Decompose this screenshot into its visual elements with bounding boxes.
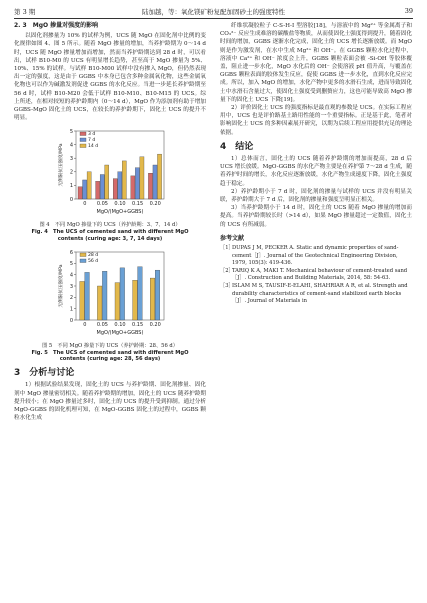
reference-index: ［2］ bbox=[220, 267, 234, 274]
bar bbox=[118, 172, 122, 199]
bar bbox=[131, 176, 135, 199]
y-tick-label: 3 bbox=[69, 156, 73, 163]
bar bbox=[157, 155, 161, 200]
x-tick-label: 0.05 bbox=[96, 321, 108, 328]
bar bbox=[148, 174, 152, 200]
bar bbox=[97, 286, 102, 320]
legend-swatch bbox=[80, 144, 86, 148]
section-4-heading: 4 结论 bbox=[220, 141, 254, 152]
figure-5-caption-en-2: contents (curing age: 28, 56 days) bbox=[59, 356, 161, 363]
bar bbox=[105, 165, 109, 199]
x-axis-label: MgO/(MgO+GGBS) bbox=[96, 209, 144, 216]
y-tick-label: 0 bbox=[69, 317, 73, 324]
bar bbox=[96, 182, 100, 200]
y-tick-label: 3 bbox=[69, 283, 73, 290]
figure-4-caption bbox=[14, 222, 206, 242]
y-tick-label: 5 bbox=[69, 260, 73, 267]
references-heading: 参考文献 bbox=[220, 234, 245, 242]
section-3-heading: 3 分析与讨论 bbox=[14, 368, 75, 379]
section-2-3-heading: 2. 3 MgO 掺量对强度的影响 bbox=[14, 22, 99, 29]
y-tick-label: 0 bbox=[69, 197, 73, 204]
x-tick-label: 0.05 bbox=[96, 201, 108, 208]
legend-swatch bbox=[80, 259, 86, 263]
figure-4-chart bbox=[14, 125, 206, 220]
x-tick-label: 0 bbox=[83, 321, 87, 328]
figure-5-caption-en-1: Fig. 5 The UCS of cemented sand with different MgO bbox=[31, 349, 189, 356]
reference-text: TARIQ K A, MAKI T. Mechanical behaviour of cement-treated sand［J］. Construction and Building Materials, 2014, 58: 54-63. bbox=[232, 267, 408, 282]
y-tick-label: 2 bbox=[69, 170, 73, 177]
x-axis-label: MgO/(MgO+GGBS) bbox=[96, 329, 144, 336]
y-tick-label: 1 bbox=[69, 183, 73, 190]
reference-2 bbox=[220, 268, 412, 283]
issue-label: 第 3 期 bbox=[14, 8, 36, 16]
x-tick-label: 0.15 bbox=[132, 201, 144, 208]
left-column bbox=[14, 22, 206, 422]
x-tick-label: 0.20 bbox=[149, 201, 161, 208]
legend-swatch bbox=[80, 132, 86, 136]
bar bbox=[150, 278, 155, 320]
mechanism-paragraph: 纤维状凝胶粒子 C-S-H-Ⅰ 型溶胶[18]，与溶液中的 Mg²⁺ 等金属离子和 CO₃²⁻ 反应生成难溶的碳酸盐等物质，从而使固化土强度得到提升，随着固化时间的增加，GGBS 逐渐水化完成，固化土的 UCS 增长逐渐放缓。而 MgO 则是作为激发剂，在水中生成 Mg²⁺ 和 OH⁻。在 GGBS 颗粒水化过程中，溶液中 Ca²⁺ 和 OH⁻ 浓度会上升，GGBS 颗粒表面会被 -Si-OH 等胶体覆盖，阻止进一步水化，MgO 水化后的 OH⁻ 会使溶液 pH 值升高，与覆盖在 GGBS 颗粒表面的胶体发生反应，促使 GGBS 进一步水化，直到水化反应完成。所以，加入 MgO 的增加，水化产物中更多的水滑石生成，进而导致固化土中水滑石含量过大，使固化土强度受到删赘应力，这也可能导致高 MgO 掺量下的固化土 UCS 下降[19]。 bbox=[220, 23, 412, 103]
legend-swatch bbox=[80, 138, 86, 142]
bar bbox=[113, 179, 117, 199]
figure-4-caption-cn: 图 4 不同 MgO 掺量下的 UCS（养护龄期：3、7、14 d） bbox=[39, 222, 181, 229]
ucs-index-paragraph: 2）评价固化土 UCS 的强度指标是最直观的参数是 UCS。在实际工程应用中，UCS 也是评价路基土路用性能的一个重要指标。正是基于此，笔者对影响固化土 UCS 的多种因素展开研究，以期为后续工程应用提供充足的理论依据。 bbox=[220, 105, 412, 136]
legend-entry: 3 d bbox=[88, 132, 96, 138]
bar bbox=[122, 161, 126, 199]
bar bbox=[155, 270, 160, 320]
legend-entry: 28 d bbox=[88, 252, 99, 258]
bar bbox=[83, 180, 87, 199]
figure-5-caption bbox=[14, 343, 206, 363]
legend-entry: 14 d bbox=[88, 144, 99, 150]
bar bbox=[140, 157, 144, 199]
figure-5 bbox=[14, 246, 206, 341]
reference-text: ISLAM M S, TAUSIF-E-ELAHI, SHAHRIAR A R, et al. Strength and durability characteristics of cement-sand stabilized earth blocks［J］. Journal of Materials in bbox=[232, 283, 408, 305]
section-3-paragraph: 1）根据试验结果发现，固化土的 UCS 与养护龄期、固化剂掺量、固化剂中 MgO 掺量密切相关。随着养护龄期的增加，固化土的 UCS 随养护龄期提升较小；在 MgO 掺量过多时，固化土的 UCS 的提升受到抑制。通过分析 MgO-GGBS 的固化机理可知，在 MgO-GGBS 固化土的过程中，GGBS 颗粒水化生成 bbox=[14, 382, 206, 422]
bar bbox=[102, 271, 107, 320]
bar bbox=[133, 280, 138, 320]
x-tick-label: 0.15 bbox=[132, 321, 144, 328]
x-tick-label: 0.10 bbox=[114, 201, 126, 208]
figure-4-caption-en-2: contents (curing age: 3, 7, 14 days) bbox=[57, 236, 163, 243]
right-column bbox=[220, 22, 412, 306]
reference-index: ［3］ bbox=[220, 283, 234, 290]
bar bbox=[115, 282, 120, 319]
y-tick-label: 6 bbox=[69, 249, 73, 256]
bar bbox=[138, 267, 143, 320]
figure-4-caption-en-1: Fig. 4 The UCS of cemented sand with different MgO bbox=[31, 229, 189, 236]
x-tick-label: 0 bbox=[83, 201, 87, 208]
running-title: 陆加越，等：氧化镁矿粉复配加固砂土的强度特性 bbox=[142, 8, 285, 16]
legend-swatch bbox=[80, 253, 86, 257]
bar bbox=[120, 268, 125, 320]
running-header bbox=[14, 6, 413, 19]
x-tick-label: 0.10 bbox=[114, 321, 126, 328]
reference-text: DUPAS J M, PECKER A. Static and dynamic properties of sand-cement［J］. Journal of the Geotechnical Engineering Division, 1979, 105(3): 419-436. bbox=[232, 245, 399, 267]
bar bbox=[87, 172, 91, 199]
y-tick-label: 1 bbox=[69, 306, 73, 313]
conclusion-3: 3）当养护龄期小于 14 d 时，固化土的 UCS 随着 MgO 掺量的增加而提高。当养护龄期较长时（>14 d），如果 MgO 掺量超过一定数值，固化土的 UCS 有所减弱。 bbox=[220, 205, 412, 228]
bar bbox=[100, 175, 104, 199]
figure-4 bbox=[14, 125, 206, 220]
y-tick-label: 4 bbox=[69, 142, 73, 149]
y-tick-label: 4 bbox=[69, 272, 73, 279]
bar bbox=[80, 281, 85, 320]
y-axis-label: 无侧限抗压强度/MPa bbox=[59, 143, 64, 187]
y-tick-label: 5 bbox=[69, 129, 73, 136]
conclusion-1: 1）总体而言，固化土的 UCS 随着养护龄期的增加而提高，28 d 后 UCS 增长放缓。MgO-GGBS 的水化产物主要是在养护第 7～28 d 生成，随着养护时间的增长，水化反应逐渐放缓，水化产物生成速度下降，固化土强度趋于稳定。 bbox=[220, 156, 412, 187]
reference-index: ［1］ bbox=[220, 245, 234, 252]
figure-5-chart bbox=[14, 246, 206, 341]
reference-3 bbox=[220, 283, 412, 306]
reference-1 bbox=[220, 245, 412, 268]
bar bbox=[85, 272, 90, 320]
bar bbox=[78, 187, 82, 199]
conclusion-2: 2）养护龄期小于 7 d 时，固化剂的掺量与试样的 UCS 并没有明显关联，养护龄期大于 7 d 后，固化剂的掺量和强度呈明显正相关。 bbox=[220, 188, 412, 204]
figure-5-caption-cn: 图 5 不同 MgO 掺量下的 UCS（养护龄期：28、56 d） bbox=[42, 342, 178, 349]
legend-entry: 56 d bbox=[88, 258, 99, 264]
bar bbox=[153, 165, 157, 199]
legend-entry: 7 d bbox=[88, 138, 96, 144]
x-tick-label: 0.20 bbox=[149, 321, 161, 328]
page-number: 39 bbox=[404, 7, 413, 15]
bar bbox=[135, 168, 139, 199]
y-tick-label: 2 bbox=[69, 294, 73, 301]
section-2-3-paragraph: 以固化剂掺量为 10% 的试样为例，UCS 随 MgO 在固化剂中比例的变化规律如图 4、图 5 所示。随着 MgO 掺量的增加，当养护龄期为 0～14 d 时，UCS 随 MgO 掺量增加而增加，然而当养护龄期达到 28 d 时，可以看出，试样 B10-M0 的 UCS 有明显增长趋势，甚至高于 MgO 掺量为 5%、10%、15% 的试样。与试样 B10-M00 试样中没有掺入 MgO，但仍然表现出一定的强度，这是由于 GGBS 中本身已包含多种金属氧化物，这些金属氧化物也可以作为碱激发剂促进 GGBS 的水化反应。当进一步延长养护龄期至 56 d 时，试样 B10-M20 会低于试样 B10-M10、B10-M15 的 UCS。综上所述，在相对较短的养护龄期内（0～14 d），MgO 作为添加剂有助于增加 GGBS-MgO 固化土的 UCS，在较长的养护龄期下，固化土 UCS 的提升不明显。 bbox=[14, 33, 206, 122]
y-axis-label: 无侧限抗压强度/MPa bbox=[59, 264, 64, 308]
